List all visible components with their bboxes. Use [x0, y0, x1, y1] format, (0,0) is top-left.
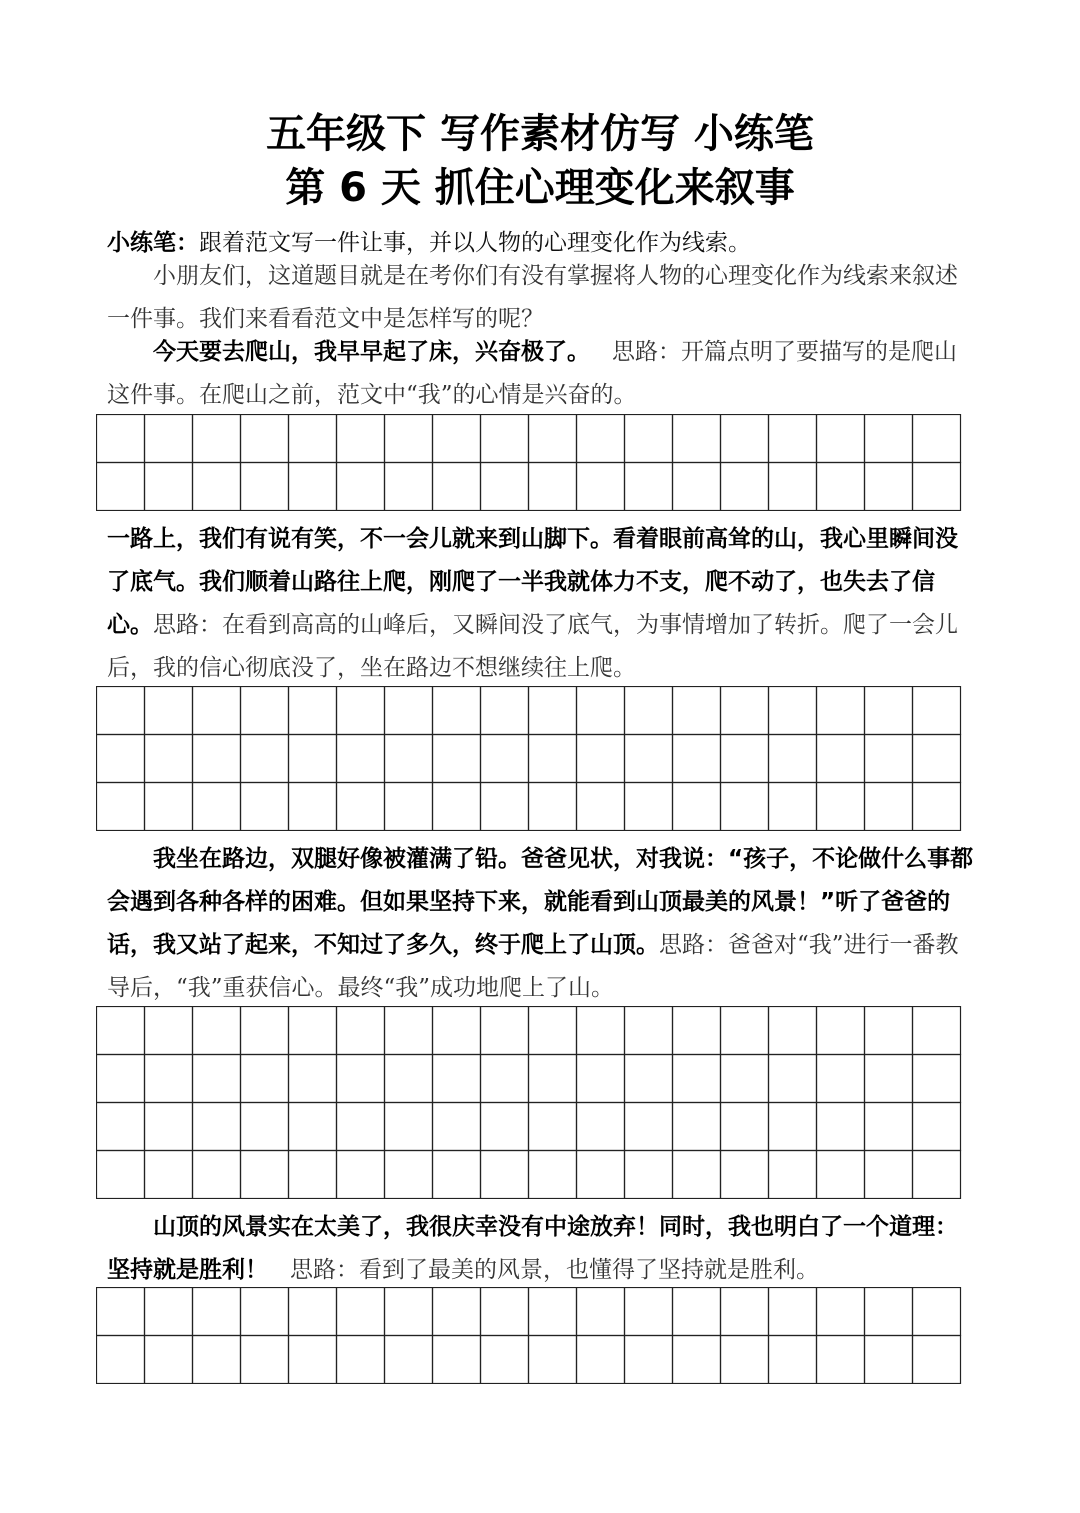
grid-cell[interactable]: [817, 1151, 865, 1199]
grid-cell[interactable]: [769, 687, 817, 735]
grid-cell[interactable]: [673, 1103, 721, 1151]
grid-cell[interactable]: [481, 783, 529, 831]
grid-cell[interactable]: [337, 735, 385, 783]
grid-cell[interactable]: [673, 463, 721, 511]
example-text: 我坐在路边，双腿好像被灌满了铅。爸爸见状，对我说：“孩子，不论做什么事都会遇到各种各样的困难。但如果坚持下来，就能看到山顶最美的风景！”听了爸爸的话，我又站了起来，不知过了多久，终于爬上了山顶。: [107, 846, 974, 958]
grid-cell[interactable]: [145, 1103, 193, 1151]
section-1-paragraph: [107, 331, 977, 417]
grid-cell[interactable]: [673, 1055, 721, 1103]
grid-cell[interactable]: [241, 1103, 289, 1151]
grid-cell[interactable]: [769, 1103, 817, 1151]
grid-cell[interactable]: [193, 1151, 241, 1199]
writing-grid-4[interactable]: [96, 1287, 964, 1384]
grid-cell[interactable]: [97, 1007, 145, 1055]
grid-cell[interactable]: [673, 735, 721, 783]
grid-cell[interactable]: [433, 1336, 481, 1384]
hint-text: 思路：看到了最美的风景，也懂得了坚持就是胜利。: [289, 1257, 819, 1283]
grid-cell[interactable]: [241, 1288, 289, 1336]
grid-cell[interactable]: [289, 1151, 337, 1199]
grid-cell[interactable]: [625, 1151, 673, 1199]
grid-cell[interactable]: [865, 687, 913, 735]
grid-cell[interactable]: [385, 463, 433, 511]
writing-grid-3[interactable]: [96, 1006, 964, 1199]
grid-cell[interactable]: [529, 463, 577, 511]
grid-cell[interactable]: [193, 415, 241, 463]
grid-cell[interactable]: [625, 1007, 673, 1055]
writing-grid-1[interactable]: [96, 414, 964, 511]
grid-cell[interactable]: [529, 735, 577, 783]
grid-cell[interactable]: [193, 735, 241, 783]
grid-cell[interactable]: [865, 1007, 913, 1055]
grid-cell[interactable]: [97, 687, 145, 735]
grid-cell[interactable]: [289, 687, 337, 735]
intro-paragraph: 小朋友们，这道题目就是在考你们有没有掌握将人物的心理变化作为线索来叙述一件事。我们来看看范文中是怎样写的呢？: [107, 263, 958, 332]
grid-cell[interactable]: [385, 1336, 433, 1384]
grid-cell[interactable]: [577, 687, 625, 735]
grid-cell[interactable]: [241, 783, 289, 831]
grid-cell[interactable]: [721, 1103, 769, 1151]
grid-cell[interactable]: [865, 463, 913, 511]
grid-cell[interactable]: [625, 1288, 673, 1336]
grid-cell[interactable]: [385, 1151, 433, 1199]
grid-cell[interactable]: [385, 415, 433, 463]
grid-cell[interactable]: [625, 687, 673, 735]
grid-cell[interactable]: [433, 687, 481, 735]
grid-cell[interactable]: [337, 783, 385, 831]
grid-cell[interactable]: [481, 1007, 529, 1055]
grid-cell[interactable]: [673, 1151, 721, 1199]
grid-cell[interactable]: [145, 1055, 193, 1103]
grid-cell[interactable]: [337, 1288, 385, 1336]
grid-cell[interactable]: [433, 1151, 481, 1199]
grid-cell[interactable]: [769, 1151, 817, 1199]
grid-cell[interactable]: [481, 1288, 529, 1336]
grid-cell[interactable]: [721, 687, 769, 735]
grid-cell[interactable]: [193, 1055, 241, 1103]
grid-cell[interactable]: [865, 1288, 913, 1336]
hint-text: 思路：开篇点明了要描写的是爬山这件事。在爬山之前，范文中“我”的心情是兴奋的。: [107, 339, 957, 408]
grid-cell[interactable]: [529, 783, 577, 831]
grid-cell[interactable]: [337, 463, 385, 511]
grid-cell[interactable]: [577, 415, 625, 463]
hint-text: 思路：爸爸对“我”进行一番教导后，“我”重获信心。最终“我”成功地爬上了山。: [107, 932, 959, 1001]
grid-cell[interactable]: [913, 783, 961, 831]
grid-cell[interactable]: [625, 415, 673, 463]
grid-cell[interactable]: [865, 1336, 913, 1384]
grid-cell[interactable]: [913, 1336, 961, 1384]
grid-cell[interactable]: [721, 1336, 769, 1384]
grid-cell[interactable]: [145, 735, 193, 783]
grid-cell[interactable]: [721, 1055, 769, 1103]
grid-cell[interactable]: [433, 1288, 481, 1336]
grid-cell[interactable]: [433, 735, 481, 783]
grid-cell[interactable]: [241, 1007, 289, 1055]
grid-cell[interactable]: [481, 463, 529, 511]
grid-cell[interactable]: [673, 687, 721, 735]
grid-cell[interactable]: [673, 415, 721, 463]
grid-cell[interactable]: [529, 1007, 577, 1055]
grid-cell[interactable]: [241, 463, 289, 511]
grid-cell[interactable]: [721, 783, 769, 831]
grid-cell[interactable]: [721, 1288, 769, 1336]
grid-cell[interactable]: [337, 687, 385, 735]
grid-cell[interactable]: [865, 1055, 913, 1103]
task-text: 跟着范文写一件让事，并以人物的心理变化作为线索。: [199, 230, 751, 256]
grid-cell[interactable]: [913, 415, 961, 463]
grid-cell[interactable]: [817, 1007, 865, 1055]
grid-cell[interactable]: [913, 463, 961, 511]
grid-cell[interactable]: [289, 1055, 337, 1103]
grid-cell[interactable]: [721, 463, 769, 511]
writing-grid-2[interactable]: [96, 686, 964, 831]
grid-cell[interactable]: [865, 735, 913, 783]
grid-cell[interactable]: [97, 783, 145, 831]
grid-cell[interactable]: [241, 1336, 289, 1384]
grid-cell[interactable]: [577, 1055, 625, 1103]
grid-cell[interactable]: [817, 687, 865, 735]
example-text: 山顶的风景实在太美了，我很庆幸没有中途放弃！同时，我也明白了一个道理：坚持就是胜利！: [107, 1214, 958, 1283]
grid-cell[interactable]: [721, 1151, 769, 1199]
grid-cell[interactable]: [145, 463, 193, 511]
grid-cell[interactable]: [337, 1151, 385, 1199]
grid-cell[interactable]: [769, 1055, 817, 1103]
grid-cell[interactable]: [865, 1103, 913, 1151]
grid-cell[interactable]: [913, 1288, 961, 1336]
grid-cell[interactable]: [769, 735, 817, 783]
grid-cell[interactable]: [769, 1007, 817, 1055]
grid-cell[interactable]: [625, 1336, 673, 1384]
grid-cell[interactable]: [481, 687, 529, 735]
hint-text: 思路：在看到高高的山峰后，又瞬间没了底气，为事情增加了转折。爬了一会儿后，我的信心彻底没了，坐在路边不想继续往上爬。: [107, 612, 958, 681]
grid-cell[interactable]: [817, 1055, 865, 1103]
grid-cell[interactable]: [529, 415, 577, 463]
grid-cell[interactable]: [145, 783, 193, 831]
grid-cell[interactable]: [529, 1103, 577, 1151]
grid-cell[interactable]: [673, 1288, 721, 1336]
grid-cell[interactable]: [241, 1055, 289, 1103]
grid-cell[interactable]: [913, 687, 961, 735]
grid-cell[interactable]: [97, 1103, 145, 1151]
grid-cell[interactable]: [481, 1151, 529, 1199]
grid-cell[interactable]: [241, 735, 289, 783]
grid-cell[interactable]: [817, 783, 865, 831]
grid-cell[interactable]: [289, 1288, 337, 1336]
grid-cell[interactable]: [145, 687, 193, 735]
grid-cell[interactable]: [817, 463, 865, 511]
grid-cell[interactable]: [817, 735, 865, 783]
grid-cell[interactable]: [481, 735, 529, 783]
grid-cell[interactable]: [721, 415, 769, 463]
grid-cell[interactable]: [97, 1055, 145, 1103]
grid-cell[interactable]: [529, 1336, 577, 1384]
section-4-paragraph: [107, 1206, 977, 1292]
grid-cell[interactable]: [865, 1151, 913, 1199]
grid-cell[interactable]: [289, 1336, 337, 1384]
grid-cell[interactable]: [337, 1103, 385, 1151]
grid-cell[interactable]: [481, 1055, 529, 1103]
example-text: 一路上，我们有说有笑，不一会儿就来到山脚下。看着眼前高耸的山，我心里瞬间没了底气。我们顺着山路往上爬，刚爬了一半我就体力不支，爬不动了，也失去了信心。: [107, 526, 958, 638]
grid-cell[interactable]: [97, 415, 145, 463]
grid-cell[interactable]: [577, 1336, 625, 1384]
grid-cell[interactable]: [289, 735, 337, 783]
grid-cell[interactable]: [913, 1151, 961, 1199]
grid-cell[interactable]: [337, 1007, 385, 1055]
page-subtitle: 第 6 天 抓住心理变化来叙事: [285, 165, 795, 211]
grid-cell[interactable]: [385, 1007, 433, 1055]
grid-cell[interactable]: [625, 1055, 673, 1103]
grid-cell[interactable]: [433, 415, 481, 463]
grid-cell[interactable]: [481, 1336, 529, 1384]
grid-cell[interactable]: [385, 1288, 433, 1336]
example-text: 今天要去爬山，我早早起了床，兴奋极了。: [153, 339, 590, 365]
grid-cell[interactable]: [433, 1103, 481, 1151]
grid-cell[interactable]: [97, 1336, 145, 1384]
grid-cell[interactable]: [97, 463, 145, 511]
grid-cell[interactable]: [913, 1103, 961, 1151]
grid-cell[interactable]: [577, 783, 625, 831]
grid-cell[interactable]: [481, 415, 529, 463]
grid-cell[interactable]: [97, 1288, 145, 1336]
grid-cell[interactable]: [769, 415, 817, 463]
grid-cell[interactable]: [193, 687, 241, 735]
grid-cell[interactable]: [385, 1103, 433, 1151]
grid-cell[interactable]: [145, 1336, 193, 1384]
grid-cell[interactable]: [721, 735, 769, 783]
grid-cell[interactable]: [241, 415, 289, 463]
grid-cell[interactable]: [385, 783, 433, 831]
grid-cell[interactable]: [289, 463, 337, 511]
grid-cell[interactable]: [673, 1007, 721, 1055]
grid-cell[interactable]: [769, 463, 817, 511]
grid-cell[interactable]: [529, 687, 577, 735]
grid-cell[interactable]: [145, 1288, 193, 1336]
grid-cell[interactable]: [529, 1055, 577, 1103]
grid-cell[interactable]: [241, 1151, 289, 1199]
grid-cell[interactable]: [193, 1336, 241, 1384]
grid-cell[interactable]: [337, 415, 385, 463]
grid-cell[interactable]: [433, 1055, 481, 1103]
grid-cell[interactable]: [385, 687, 433, 735]
grid-cell[interactable]: [145, 415, 193, 463]
grid-cell[interactable]: [769, 1336, 817, 1384]
grid-cell[interactable]: [577, 1103, 625, 1151]
task-label: 小练笔：: [107, 230, 199, 256]
grid-cell[interactable]: [673, 783, 721, 831]
grid-cell[interactable]: [289, 783, 337, 831]
grid-cell[interactable]: [337, 1055, 385, 1103]
grid-cell[interactable]: [769, 1288, 817, 1336]
grid-cell[interactable]: [193, 1103, 241, 1151]
grid-cell[interactable]: [625, 463, 673, 511]
grid-cell[interactable]: [577, 735, 625, 783]
grid-cell[interactable]: [145, 1151, 193, 1199]
grid-cell[interactable]: [625, 735, 673, 783]
grid-cell[interactable]: [769, 783, 817, 831]
grid-cell[interactable]: [577, 463, 625, 511]
grid-cell[interactable]: [865, 415, 913, 463]
grid-cell[interactable]: [97, 735, 145, 783]
grid-cell[interactable]: [289, 1007, 337, 1055]
grid-cell[interactable]: [817, 1103, 865, 1151]
grid-cell[interactable]: [385, 735, 433, 783]
grid-cell[interactable]: [193, 463, 241, 511]
grid-cell[interactable]: [193, 1288, 241, 1336]
grid-cell[interactable]: [721, 1007, 769, 1055]
grid-cell[interactable]: [817, 1336, 865, 1384]
grid-cell[interactable]: [433, 463, 481, 511]
grid-cell[interactable]: [289, 1103, 337, 1151]
grid-cell[interactable]: [817, 415, 865, 463]
grid-cell[interactable]: [817, 1288, 865, 1336]
grid-cell[interactable]: [433, 783, 481, 831]
grid-cell[interactable]: [625, 783, 673, 831]
grid-cell[interactable]: [913, 735, 961, 783]
grid-cell[interactable]: [673, 1336, 721, 1384]
grid-cell[interactable]: [193, 1007, 241, 1055]
grid-cell[interactable]: [913, 1055, 961, 1103]
grid-cell[interactable]: [289, 415, 337, 463]
grid-cell[interactable]: [97, 1151, 145, 1199]
grid-cell[interactable]: [913, 1007, 961, 1055]
grid-cell[interactable]: [865, 783, 913, 831]
grid-cell[interactable]: [145, 1007, 193, 1055]
grid-cell[interactable]: [385, 1055, 433, 1103]
grid-cell[interactable]: [529, 1151, 577, 1199]
grid-cell[interactable]: [337, 1336, 385, 1384]
grid-cell[interactable]: [577, 1151, 625, 1199]
grid-cell[interactable]: [625, 1103, 673, 1151]
section-3-paragraph: [107, 838, 977, 1010]
grid-cell[interactable]: [577, 1288, 625, 1336]
grid-cell[interactable]: [433, 1007, 481, 1055]
grid-cell[interactable]: [481, 1103, 529, 1151]
section-2-paragraph: [107, 518, 977, 690]
page-title: 五年级下 写作素材仿写 小练笔: [266, 111, 814, 157]
grid-cell[interactable]: [241, 687, 289, 735]
grid-cell[interactable]: [577, 1007, 625, 1055]
grid-cell[interactable]: [529, 1288, 577, 1336]
grid-cell[interactable]: [193, 783, 241, 831]
